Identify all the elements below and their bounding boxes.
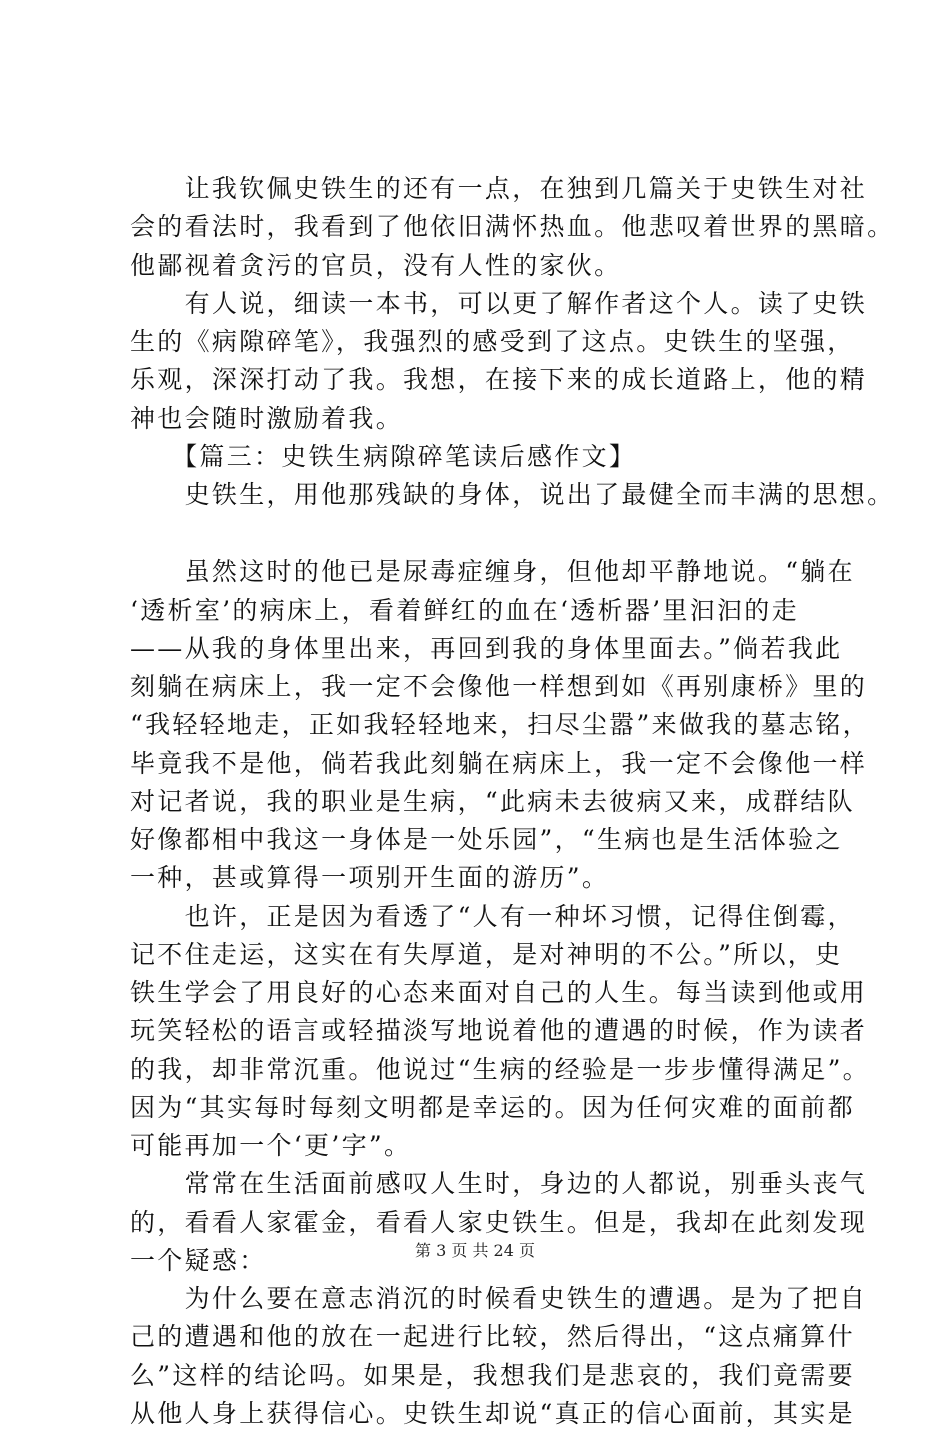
text-line: 毕竟我不是他，倘若我此刻躺在病床上，我一定不会像他一样 [130, 748, 868, 778]
text-line: 有人说，细读一本书，可以更了解作者这个人。读了史铁 [130, 288, 868, 318]
text-line: 为什么要在意志消沉的时候看史铁生的遭遇。是为了把自 [130, 1284, 868, 1313]
text-line: 一个疑惑： [130, 1245, 267, 1275]
text-line: 铁生学会了用良好的心态来面对自己的人生。每当读到他或用 [130, 978, 868, 1007]
text-line: 史铁生，用他那残缺的身体，说出了最健全而丰满的思想。 [130, 480, 895, 509]
section-heading: 【篇三：史铁生病隙碎笔读后感作文】 [130, 441, 637, 471]
paragraph-gap [130, 514, 830, 553]
text-line: 神也会随时激励着我。 [130, 403, 404, 433]
text-line: 也许，正是因为看透了“人有一种坏习惯，记得住倒霉， [130, 901, 855, 931]
page-number-footer: 第 3 页 共 24 页 [415, 1241, 535, 1260]
text-line: 从他人身上获得信心。史铁生却说“真正的信心面前，其实是 [130, 1398, 855, 1428]
text-line: 生的《病隙碎笔》，我强烈的感受到了这点。史铁生的坚强， [130, 327, 855, 356]
text-line: 的，看看人家霍金，看看人家史铁生。但是，我却在此刻发现 [130, 1207, 868, 1237]
text-line: 刻躺在病床上，我一定不会像他一样想到如《再别康桥》里的 [130, 672, 868, 701]
text-line: 么”这样的结论吗。如果是，我想我们是悲哀的，我们竟需要 [130, 1360, 855, 1390]
text-line: 他鄙视着贪污的官员，没有人性的家伙。 [130, 250, 622, 280]
text-line: ‘透析室’的病床上，看着鲜红的血在‘透析器’里汩汩的走 [130, 595, 799, 625]
text-line: 一种，甚或算得一项别开生面的游历”。 [130, 863, 610, 893]
text-line: 的我，却非常沉重。他说过“生病的经验是一步步懂得满足”。 [130, 1054, 870, 1084]
text-line: “我轻轻地走，正如我轻轻地来，扫尽尘嚣”来做我的墓志铭， [130, 710, 870, 740]
text-line: 虽然这时的他已是尿毒症缠身，但他却平静地说。“躺在 [130, 557, 855, 587]
text-line: 可能再加一个‘更’字”。 [130, 1131, 412, 1160]
text-line: 好像都相中我这一身体是一处乐园”，“生病也是生活体验之 [130, 825, 843, 854]
text-line: 对记者说，我的职业是生病，“此病未去彼病又来，成群结队 [130, 786, 855, 816]
text-line: 常常在生活面前感叹人生时，身边的人都说，别垂头丧气 [130, 1169, 868, 1199]
text-line: 让我钦佩史铁生的还有一点，在独到几篇关于史铁生对社 [130, 174, 868, 203]
text-line: 玩笑轻松的语言或轻描淡写地说着他的遭遇的时候，作为读者 [130, 1016, 868, 1046]
text-line: 乐观，深深打动了我。我想，在接下来的成长道路上，他的精 [130, 365, 868, 395]
text-line: 记不住走运，这实在有失厚道，是对神明的不公。”所以，史 [130, 939, 843, 969]
text-line: 己的遭遇和他的放在一起进行比较，然后得出，“这点痛算什 [130, 1322, 855, 1352]
text-line: 会的看法时，我看到了他依旧满怀热血。他悲叹着世界的黑暗。 [130, 212, 895, 242]
text-line: ——从我的身体里出来，再回到我的身体里面去。”倘若我此 [130, 633, 843, 663]
text-line: 因为“其实每时每刻文明都是幸运的。因为任何灾难的面前都 [130, 1092, 855, 1122]
